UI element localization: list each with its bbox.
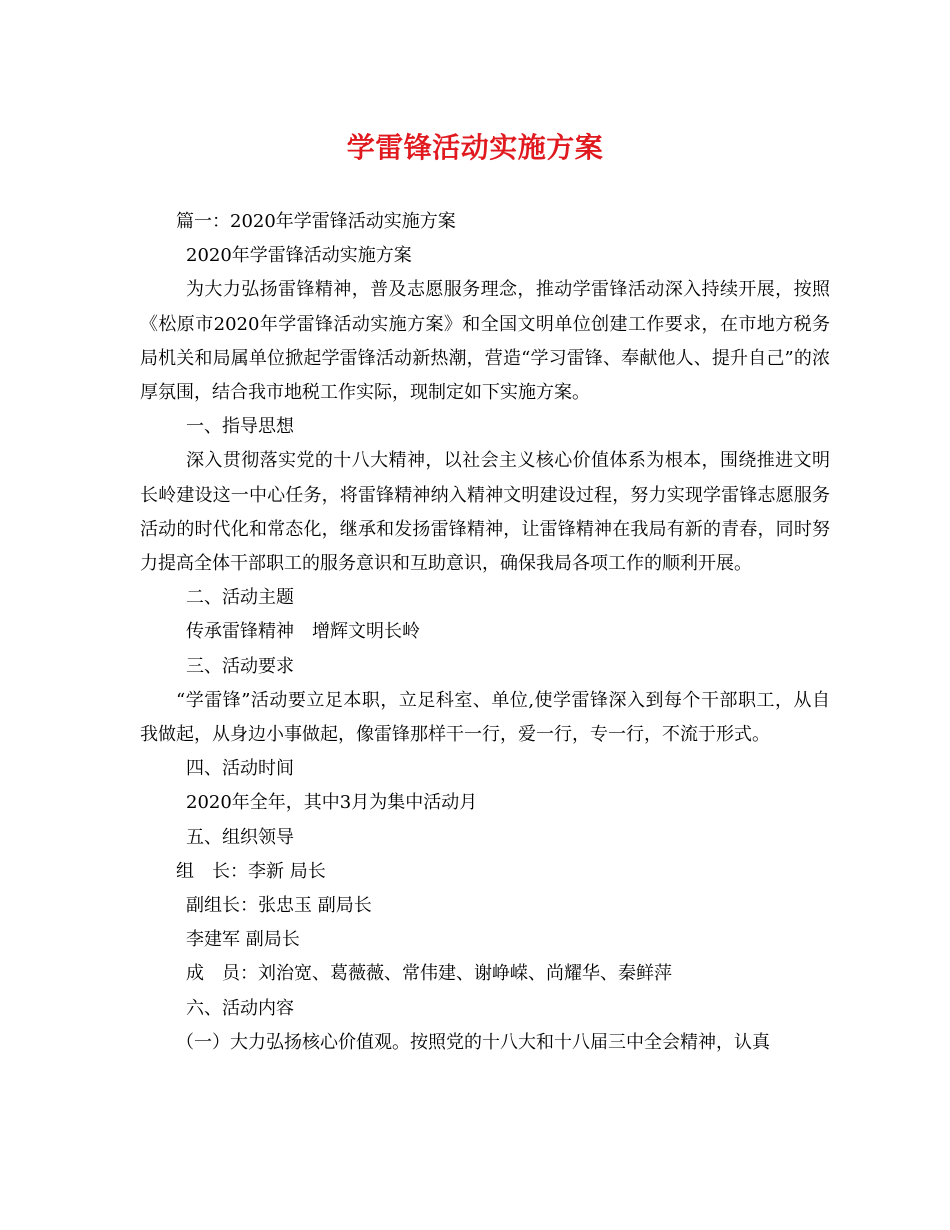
article-subtitle: 2020年学雷锋活动实施方案 (186, 245, 412, 267)
section-heading-content: 六、活动内容 (186, 997, 294, 1019)
content-item-1: （一）大力弘扬核心价值观。按照党的十八大和十八届三中全会精神，认真 (176, 1031, 770, 1053)
time-text: 2020年全年，其中3月为集中活动月 (186, 792, 478, 814)
theme-text: 传承雷锋精神 增辉文明长岭 (186, 621, 420, 643)
intro-paragraph: 为大力弘扬雷锋精神，普及志愿服务理念，推动学雷锋活动深入持续开展，按照《松原市2020年学雷锋活动实施方案》和全国文明单位创建工作要求，在市地方税务局机关和局属单位掀起学雷锋活动新热潮，营造“学习雷锋、奉献他人、提升自己”的浓厚氛围，结合我市地税工作实际，现制定如下实施方案。 (140, 279, 830, 404)
document-title: 学雷锋活动实施方案 (346, 131, 604, 164)
section-heading-leadership: 五、组织领导 (186, 826, 294, 848)
guiding-thought-paragraph: 深入贯彻落实党的十八大精神，以社会主义核心价值体系为根本，围绕推进文明长岭建设这一中心任务，将雷锋精神纳入精神文明建设过程，努力实现学雷锋志愿服务活动的时代化和常态化，继承和发扬雷锋精神，让雷锋精神在我局有新的青春，同时努力提高全体干部职工的服务意识和互助意识，确保我局各项工作的顺利开展。 (140, 450, 830, 575)
section-heading-guiding-thought: 一、指导思想 (186, 416, 294, 438)
article-heading: 篇一：2020年学雷锋活动实施方案 (176, 211, 456, 232)
section-heading-time: 四、活动时间 (186, 758, 294, 780)
deputy-leader-line-2: 李建军 副局长 (186, 929, 300, 951)
members-line: 成 员：刘治宽、葛薇薇、常伟建、谢峥嵘、尚耀华、秦鲜萍 (186, 963, 672, 985)
section-heading-theme: 二、活动主题 (186, 587, 294, 609)
requirements-paragraph: “学雷锋”活动要立足本职，立足科室、单位,使学雷锋深入到每个干部职工，从自我做起，从身边小事做起，像雷锋那样干一行，爱一行，专一行，不流于形式。 (140, 689, 830, 746)
section-heading-requirements: 三、活动要求 (186, 655, 294, 677)
document-body (140, 205, 830, 1060)
deputy-leader-line: 副组长：张忠玉 副局长 (186, 895, 372, 917)
leader-line: 组 长：李新 局长 (176, 860, 326, 882)
